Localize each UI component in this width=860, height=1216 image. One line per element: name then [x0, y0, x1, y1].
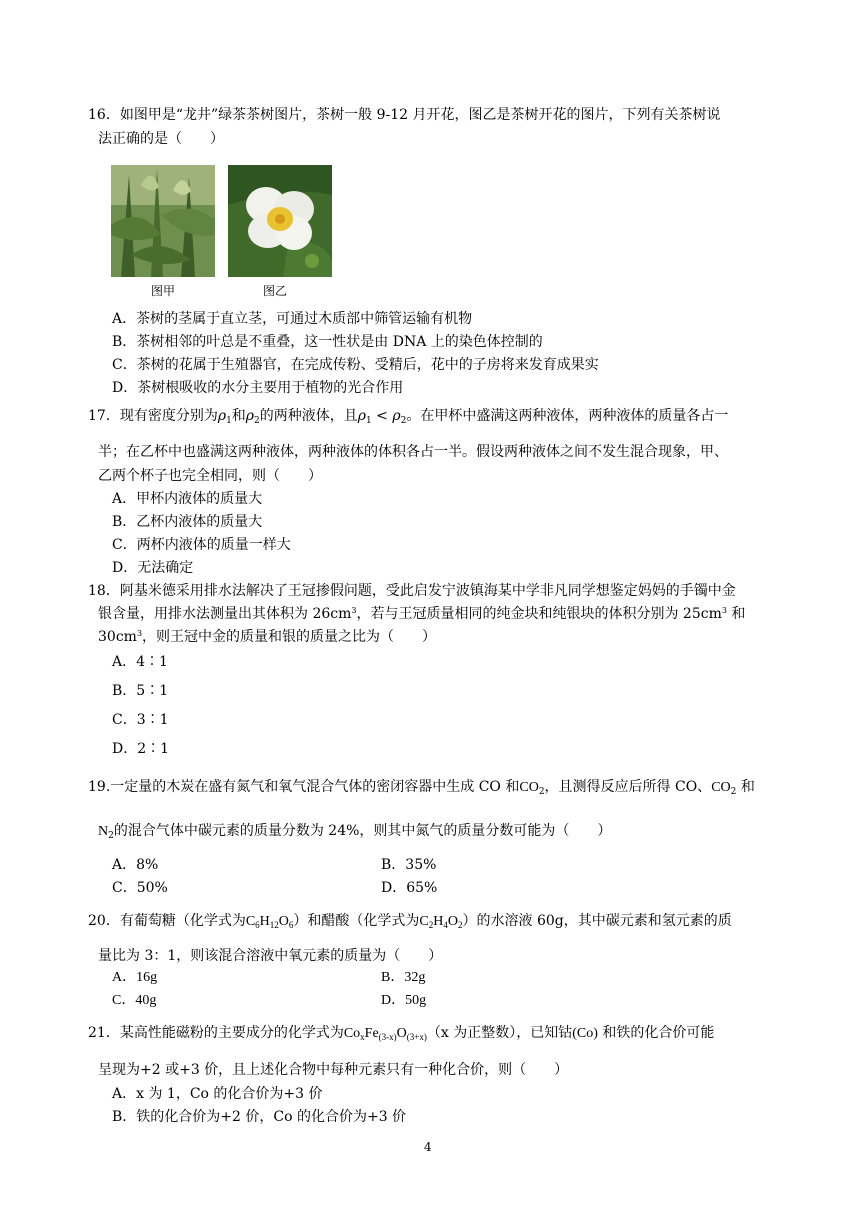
- q19-option-d: D．65%: [381, 880, 438, 896]
- q20-stem-line1: 20．有葡萄糖（化学式为$C_6H_{12}O_6$）和醋酸（化学式为$C_2H_4O_2$）的水溶液 60g，其中碳元素和氢元素的质: [88, 913, 732, 930]
- q16-option-c: C．茶树的花属于生殖器官，在完成传粉、受精后，花中的子房将来发育成果实: [112, 357, 599, 373]
- q16-option-a: A．茶树的茎属于直立茎，可通过木质部中筛管运输有机物: [112, 311, 473, 327]
- q19-option-c: C．50%: [112, 880, 168, 896]
- q16-stem-line2: 法正确的是（ ）: [98, 131, 224, 147]
- q20-stem-line2: 量比为 3：1，则该混合溶液中氧元素的质量为（ ）: [98, 948, 443, 964]
- q19-stem-line1: 19.一定量的木炭在盛有氮气和氧气混合气体的密闭容器中生成 CO 和$CO_2$，且测得反应后所得 CO、$CO_2$ 和: [88, 779, 755, 797]
- q20-option-a: A．16g: [112, 970, 158, 985]
- q20-option-d: D．50g: [381, 993, 427, 1008]
- q18-option-b: B．5∶1: [112, 683, 169, 699]
- q19-stem-line2: $N_2$的混合气体中碳元素的质量分数为 24%，则其中氮气的质量分数可能为（ ）: [98, 823, 612, 841]
- q16-option-b: B．茶树相邻的叶总是不重叠，这一性状是由 DNA 上的染色体控制的: [112, 334, 543, 350]
- q17-option-c: C．两杯内液体的质量一样大: [112, 537, 291, 553]
- q18-stem-line1: 18．阿基米德采用排水法解决了王冠掺假问题，受此启发宁波镇海某中学非凡同学想鉴定妈妈的手镯中金: [88, 583, 736, 599]
- q18-stem-line3: $30cm^3$，则王冠中金的质量和银的质量之比为（ ）: [98, 629, 437, 645]
- q19-option-a: A．8%: [112, 857, 159, 873]
- q17-stem-line3: 乙两个杯子也完全相同，则（ ）: [98, 468, 322, 484]
- q17-option-d: D．无法确定: [112, 560, 194, 576]
- q21-option-a: A．x 为 1，Co 的化合价为+3 价: [112, 1086, 323, 1102]
- q16-option-d: D．茶树根吸收的水分主要用于植物的光合作用: [112, 380, 404, 396]
- q17-stem-line1: 17．现有密度分别为$\rho_1$和$\rho_2$的两种液体，且$\rho_1 < \rho_2$。在甲杯中盛满这两种液体，两种液体的质量各占一: [88, 408, 729, 426]
- page-number: 4: [424, 1140, 432, 1154]
- q18-option-d: D．2∶1: [112, 741, 170, 757]
- tea-tree-caption: 图甲: [151, 284, 176, 298]
- q17-stem-line2: 半；在乙杯中也盛满这两种液体，两种液体的体积各占一半。假设两种液体之间不发生混合现象，甲、: [98, 444, 728, 460]
- q18-option-c: C．3∶1: [112, 712, 169, 728]
- q16-stem-line1: 16．如图甲是“龙井”绿茶茶树图片，茶树一般 9-12 月开花，图乙是茶树开花的图片，下列有关茶树说: [88, 107, 721, 123]
- q17-option-a: A．甲杯内液体的质量大: [112, 491, 263, 507]
- q20-option-b: B．32g: [381, 970, 426, 985]
- tea-flower-caption: 图乙: [263, 284, 288, 298]
- tea-tree-photo: [111, 165, 215, 277]
- q20-option-c: C．40g: [112, 993, 157, 1008]
- q21-option-b: B．铁的化合价为+2 价，Co 的化合价为+3 价: [112, 1109, 407, 1125]
- tea-flower-photo: [228, 165, 332, 277]
- q18-stem-line2: 银含量，用排水法测量出其体积为 $26cm^3$，若与王冠质量相同的纯金块和纯银块的体积分别为 $25cm^3$ 和: [98, 606, 746, 622]
- q21-stem-line1: 21．某高性能磁粉的主要成分的化学式为$Co_xFe_{(3-x)}O_{(3+x)}(x$ 为正整数），已知钴(Co) 和铁的化合价可能: [88, 1025, 715, 1042]
- q21-stem-line2: 呈现为+2 或+3 价，且上述化合物中每种元素只有一种化合价，则（ ）: [98, 1062, 569, 1078]
- q19-option-b: B．35%: [381, 857, 437, 873]
- q17-option-b: B．乙杯内液体的质量大: [112, 514, 263, 530]
- q18-option-a: A．4∶1: [112, 654, 168, 670]
